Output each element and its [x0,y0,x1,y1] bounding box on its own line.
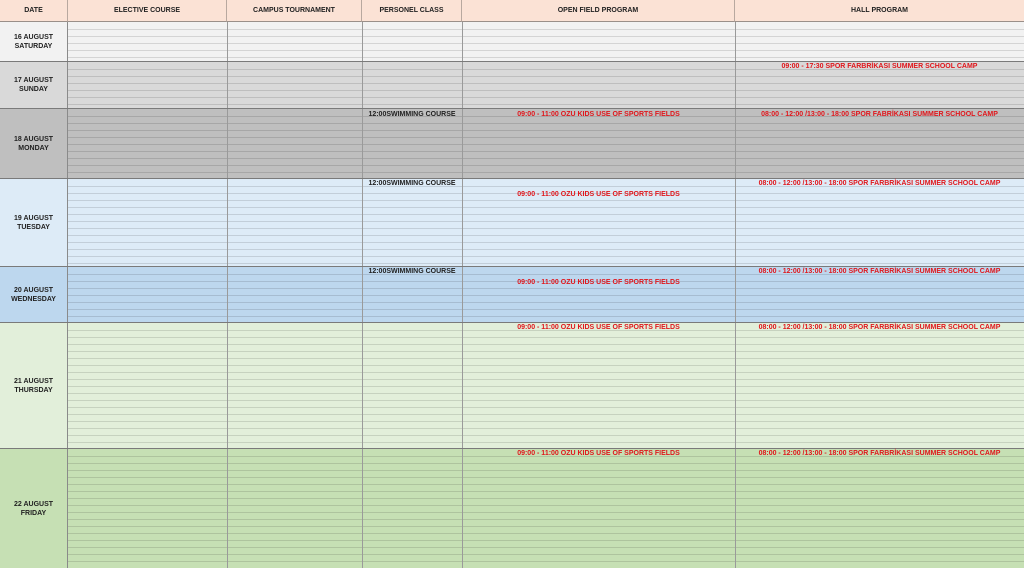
grid-row-line [68,57,1024,58]
grid-row-line [68,547,1024,548]
grid-row-line [68,337,1024,338]
grid-row-line [68,400,1024,401]
date-label: 17 AUGUST [13,77,54,84]
grid-row-line [68,512,1024,513]
header-campus-tournament: CAMPUS TOURNAMENT [227,0,362,22]
grid-row-line [68,428,1024,429]
grid-column-line [227,179,228,266]
grid-column-line [735,449,736,568]
grid-row-line [68,463,1024,464]
open-field-event: 09:00 - 11:00 OZU KIDS USE OF SPORTS FIELDS [517,450,680,457]
open-field-event: 09:00 - 11:00 OZU KIDS USE OF SPORTS FIELDS [517,191,680,198]
grid-row-line [68,414,1024,415]
grid-row-line [68,165,1024,166]
grid-row-line [68,505,1024,506]
grid-row-line [68,123,1024,124]
grid-row-line [68,158,1024,159]
day-rows [68,449,1024,568]
day-rows [68,22,1024,61]
date-label: 18 AUGUST [13,135,54,143]
header-row [0,0,1024,22]
grid-column-line [227,323,228,448]
personel-class-event: 12:00SWIMMING COURSE [368,268,456,275]
weekday-label: FRIDAY [20,509,47,517]
grid-column-line [462,449,463,568]
header-elective-course: ELECTIVE COURSE [68,0,227,22]
date-cell [0,22,68,61]
grid-row-line [68,83,1024,84]
grid-column-line [362,323,363,448]
day-band-monday [0,109,1024,179]
grid-row-line [68,351,1024,352]
hall-event: 09:00 - 17:30 SPOR FARBRİKASI SUMMER SCHOOL CAMP [781,63,978,70]
grid-column-line [462,62,463,108]
date-cell [0,323,68,448]
grid-column-line [227,62,228,108]
grid-row-line [68,435,1024,436]
weekday-label: THURSDAY [14,386,53,394]
weekday-label: MONDAY [18,144,49,152]
grid-row-line [68,256,1024,257]
grid-row-line [68,235,1024,236]
grid-row-line [68,172,1024,173]
grid-row-line [68,309,1024,310]
date-label: 21 AUGUST [13,377,54,385]
grid-row-line [68,29,1024,30]
grid-column-line [362,62,363,108]
personel-class-event: 12:00SWIMMING COURSE [368,180,456,187]
grid-row-line [68,386,1024,387]
date-cell [0,62,68,108]
grid-row-line [68,36,1024,37]
grid-row-line [68,104,1024,105]
date-cell [0,179,68,266]
grid-column-line [362,22,363,61]
grid-row-line [68,97,1024,98]
header-open-field-program: OPEN FIELD PROGRAM [462,0,735,22]
grid-row-line [68,221,1024,222]
grid-row-line [68,43,1024,44]
grid-row-line [68,358,1024,359]
grid-column-line [735,179,736,266]
grid-row-line [68,242,1024,243]
grid-row-line [68,519,1024,520]
grid-row-line [68,50,1024,51]
grid-column-line [362,449,363,568]
grid-row-line [68,228,1024,229]
date-cell [0,109,68,178]
day-rows [68,323,1024,448]
grid-column-line [735,22,736,61]
grid-row-line [68,207,1024,208]
grid-row-line [68,533,1024,534]
grid-row-line [68,130,1024,131]
grid-row-line [68,295,1024,296]
weekday-label: SUNDAY [19,86,48,93]
grid-row-line [68,76,1024,77]
grid-row-line [68,365,1024,366]
grid-row-line [68,421,1024,422]
day-band-tuesday [0,179,1024,267]
grid-column-line [227,267,228,322]
grid-column-line [227,109,228,178]
grid-row-line [68,137,1024,138]
grid-row-line [68,526,1024,527]
weekday-label: SATURDAY [14,42,53,50]
grid-column-line [227,449,228,568]
day-band-thursday [0,323,1024,449]
weekday-label: TUESDAY [17,223,50,231]
grid-row-line [68,470,1024,471]
grid-column-line [227,22,228,61]
grid-row-line [68,214,1024,215]
date-label: 22 AUGUST [13,500,54,508]
grid-row-line [68,288,1024,289]
day-band-sunday [0,62,1024,109]
grid-row-line [68,554,1024,555]
date-label: 20 AUGUST [13,286,54,294]
date-label: 16 AUGUST [13,33,54,41]
grid-row-line [68,561,1024,562]
grid-row-line [68,90,1024,91]
personel-class-event: 12:00SWIMMING COURSE [368,111,456,118]
weekday-label: WEDNESDAY [11,295,56,303]
date-cell [0,449,68,568]
grid-row-line [68,200,1024,201]
grid-row-line [68,372,1024,373]
date-label: 19 AUGUST [13,214,54,222]
grid-column-line [462,323,463,448]
hall-event: 08:00 - 12:00 /13:00 - 18:00 SPOR FABRİKASI SUMMER SCHOOL CAMP [761,111,998,118]
header-personel-class: PERSONEL CLASS [362,0,462,22]
grid-row-line [68,144,1024,145]
grid-row-line [68,484,1024,485]
grid-row-line [68,393,1024,394]
open-field-event: 09:00 - 11:00 OZU KIDS USE OF SPORTS FIELDS [517,324,680,331]
hall-event: 08:00 - 12:00 /13:00 - 18:00 SPOR FARBRİKASI SUMMER SCHOOL CAMP [758,324,1001,331]
grid-row-line [68,407,1024,408]
grid-row-line [68,316,1024,317]
grid-column-line [735,323,736,448]
grid-row-line [68,263,1024,264]
grid-column-line [462,267,463,322]
grid-row-line [68,540,1024,541]
date-cell [0,267,68,322]
grid-row-line [68,344,1024,345]
header-date: DATE [0,0,68,22]
grid-row-line [68,151,1024,152]
hall-event: 08:00 - 12:00 /13:00 - 18:00 SPOR FARBRİKASI SUMMER SCHOOL CAMP [758,268,1001,275]
grid-row-line [68,477,1024,478]
grid-row-line [68,302,1024,303]
header-hall-program: HALL PROGRAM [735,0,1024,22]
day-band-wednesday [0,267,1024,323]
grid-row-line [68,249,1024,250]
open-field-event: 09:00 - 11:00 OZU KIDS USE OF SPORTS FIELDS [517,279,680,286]
grid-row-line [68,498,1024,499]
grid-column-line [462,22,463,61]
open-field-event: 09:00 - 11:00 OZU KIDS USE OF SPORTS FIELDS [517,111,680,118]
day-band-saturday [0,22,1024,62]
hall-event: 08:00 - 12:00 /13:00 - 18:00 SPOR FARBRİKASI SUMMER SCHOOL CAMP [758,180,1001,187]
grid-row-line [68,491,1024,492]
grid-column-line [362,179,363,266]
hall-event: 08:00 - 12:00 /13:00 - 18:00 SPOR FARBRİKASI SUMMER SCHOOL CAMP [758,450,1001,457]
grid-row-line [68,442,1024,443]
grid-row-line [68,379,1024,380]
day-band-friday [0,449,1024,568]
